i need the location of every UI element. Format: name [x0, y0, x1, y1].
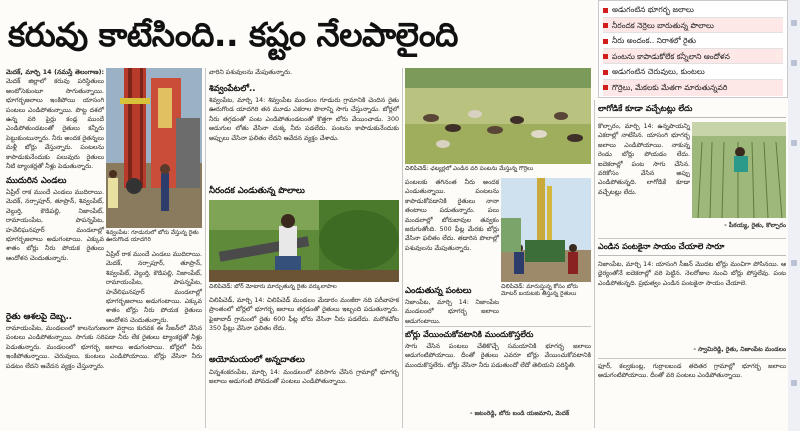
article-body: ఏప్రిల్‌ రాక ముందే ఎండలు ముదిరాయి. మెదక్‌, నర్సాపూర్‌, తూప్రాన్‌, శివ్వంపేట్‌, వెల్దుర్తి, కౌడిపల్లి, నిజాంపేట్‌, రామాయంపేట, పాపన్నపేట, హవేలిఘనపూర్‌ మండలాల్లో భూగర్భజలాలు అడుగంటాయి. ఎక్కువ శాతం బోర్లు నీరు పోయక రైతులు ఆందోళన చెందుతున్నారు. [6, 189, 104, 262]
highlight-text: పంటను కాపాడుకోలేక కన్నీలాని ఆందోళన [612, 51, 730, 61]
article-intro: మెదక్‌, మార్చి 14 (నమస్తే తెలంగాణ): మెదక్‌ జిల్లాలో కరువు పరిస్థితులు అంటోసెకుంటూ సాగుతున్నాయి. భూగర్భజలాలు ఇంకిపోయి యాసంగి పంటలు ఎండిపోతున్నాయి. పొట్ట దశలో ఉన్న వరి పైర్లు కండ్ల ముందే ఎండిపోతుండటంతో రైతులు కన్నీరు పెట్టుకుంటున్నారు. నీరు అందక రైతన్నలు మళ్లీ బోర్లు వేస్తున్నారు. పంటలను కాపాడుకునేందుకు పలువురు రైతులు నీటి ట్యాంకర్లతో నీళ్లు పెడుతున్నారు. [6, 69, 104, 171]
highlight-item [603, 64, 783, 80]
subheading-loan: లాగోడికే కూడా వచ్చేటట్లు లేదు [598, 104, 786, 118]
dateline: మెదక్‌, మార్చి 14 (నమస్తే తెలంగాణ): [6, 69, 104, 76]
subheading-shivvampet: శివ్వంపేటలో.. [209, 84, 256, 94]
article-body: పంటలకు తగినంత నీరు అందక ఎండుతున్నాయి. పంటలను కాపాడుకోవడానికి రైతులు నానా తంటాలు పడుతున్నారు. పలు మండలాల్లో బోరుబావుల తవ్వకం జరుగుతోంది. 500 ఫీట్ల మేరకు బోర్లు వేసినా ఫలితం లేదు. తడారిన పొలాల్లో పశువులను మేపుతున్నారు. [405, 179, 499, 252]
article-text: వారిని పశువులను మేపుతున్నారు. [209, 69, 293, 76]
subheading-no-borewells: బోర్లు వేయించుకోవటానికి ముందుకొస్తలేరు [405, 330, 534, 339]
subheading-drying-crops: ఎండుతున్న పంటలు [405, 286, 472, 296]
byline: - పీఠయ్య, రైతు, కొల్చారం [724, 222, 786, 229]
article-body: శివ్వంపేట, మార్చి 14: శివ్వంపేట మండలం గూడురు గ్రామానికి చెందిన రైతు ఊరుగొండ యాదగిరి తన మూడు ఎకరాల పొలాన్ని సాగు చేస్తున్నాడు. బోర్లలో నీరు తగ్గడంతో పంట ఎండిపోతుండటంతో కొత్తగా బోరు వేయించాడు. 300 అడుగుల లోతు వేసినా చుక్క నీరు పడలేదు. పంటను కాపాడుకునేందుకు అప్పులు చేసినా ఫలితం లేదని ఆవేదన వ్యక్తం చేశాడు. [209, 97, 399, 142]
article-body: నిజాంపేట, మార్చి 14: నిజాంపేట మండలంలో భూగర్భ జలాలు అడుగంటాయి. [405, 299, 499, 325]
article-body: కొల్చారం, మార్చి 14: ఉన్నపాయన్ని ఎకరాల్లో నాటేసిన. యాసంగి భూగర్భ జలాలు ఎండిపోయాయి. నాకున్న రెండు బోర్లు పోయడం లేదు. ఐదెకరాల్లో పంట సాగు చేసిన. వరికోసం వేసిన అప్పు ఎండిపోతున్నది. లాగోడికే కూడా వచ్చేటట్లు లేదు. [598, 123, 690, 196]
bullet-icon [603, 70, 608, 75]
byline: - స్వామిరెడ్డి, రైతు, నిజాంపేట మండలం [693, 346, 786, 353]
photo-farmer-motor [209, 200, 399, 282]
article-body: రామాయంపేట, మండలంలో కాలనుగుణంగా వర్షాలు కురవక ఈ సీజన్‌లో వేసిన పంటలు ఎండిపోతున్నాయి. సాగుకు సరిపడా నీరు లేక రైతులు ట్యాంకర్లతో నీళ్లు పెడుతున్నారు. మండలంలో భూగర్భ జలాలు అడుగంటాయి. బోర్లలో నీరు ఇంకిపోతున్నాయి. చెరువులు, కుంటలు ఎండిపోయాయి. బోర్లు వేసినా నీరు పడటం లేదని ఆవేదన వ్యక్తం చేస్తున్నారు. [6, 325, 202, 370]
page-edge-strip [788, 0, 800, 431]
subheading-compensation: ఎండిన పంటకైనా సాయం చేయాలె సారూ [598, 242, 786, 256]
photo-caption: చిలిపిచెడ్‌: మారుస్తున్న కోసం బోరు మోటర్‌ బయటకు తీస్తున్న రైతులు [501, 284, 578, 298]
subheading-confusion: అయోమయంలో అన్నదాతలు [209, 355, 305, 365]
article-body: నిజాంపేట, మార్చి 14: యాసంగి సీజన్‌ మొదట బోర్లు మంచిగా పోసినయి. ఆ ధైర్యంతోనే ఐదెకరాల్లో వరి పెట్టిన. నెలరోజుల నుంచి బోర్లు పోస్తలేవు. పంట ఎండిపోతున్నది. ప్రభుత్వం ఎండిన పంటకైనా సాయం చేయాలె. [598, 261, 786, 287]
page-headline: కరువు కాటేసింది.. కష్టం నేలపాలైంది [8, 15, 458, 54]
highlights-box [598, 0, 788, 98]
highlight-item [603, 49, 783, 65]
highlight-text: అడుగంటిన చెరువులు, కుంటలు [612, 67, 705, 77]
subheading-farmer-hopes: రైతు ఆశలపై దెబ్బ.. [6, 312, 73, 322]
highlight-text: నీరు అందంక.. నిరాశలో రైతు [612, 36, 696, 46]
highlight-text: గొర్రెలు, మేకలకు మేతగా మారుతున్నవరి [612, 82, 728, 92]
photo-borewell-machine [501, 178, 591, 282]
photo-caption: చిలిపిచెడ్‌: ఛట్యర్లలో ఎండిన వరి పంటను మేస్తున్న గొర్రెలు [405, 166, 534, 172]
article-body: సాగు చేసిన పంటలు చేతికొచ్చే సమయానికి భూగర్భ జలాలు అడుగంటిపోయాయి. దీంతో రైతులు ఎవరూ బోర్లు వేయించుకోవటానికి ముందుకొస్తలేరు. బోర్లు వేసినా నీరు పడుతుందో లేదో తెలియని పరిస్థితి. [405, 343, 591, 369]
highlight-item [603, 18, 783, 34]
article-body: చిన్నశంకరంపేట, మార్చి 14: మండలంలో వరిసాగు చేసిన గ్రామాల్లో భూగర్భ జలాలు అడుగంటి పోవడంతో పంటలు ఎండిపోతున్నాయి. [209, 369, 399, 386]
photo-caption: చిలిపిచెడ్‌: బోర్‌ మోటారు మార్చుతున్న రైతు వర్కులాపాల [209, 284, 337, 290]
photo-farmer-field [692, 122, 786, 218]
bullet-icon [603, 85, 608, 90]
subheading-heat: ముదురిన ఎండలు [6, 176, 67, 186]
subheading-dry-fields: నీరందక ఎండుతున్న పొలాలు [209, 186, 305, 196]
bullet-icon [603, 54, 608, 59]
highlight-text: నీరందక నెర్రెలు బారుతున్న పొలాలు [612, 20, 714, 30]
bullet-icon [603, 23, 608, 28]
article-body: చిలిపిచెడ్‌, మార్చి 14: చిలిపిచెడ్‌ మండలం మేడారం మంజీరా నది పరీవాహక ప్రాంతంలో బోర్లలో భూగర్భ జలాలు తగ్గడంతో రైతులు ఇబ్బంది పడుతున్నారు. ఫైజాబాద్‌ గ్రామంలో రైతు 600 ఫీట్ల బోరు వేసినా నీరు పడలేదు. మరొకచోట 350 ఫీట్లు వేసినా ఫలితం లేదు. [209, 297, 399, 333]
highlight-item [603, 33, 783, 49]
bullet-icon [603, 8, 608, 13]
highlight-item [603, 80, 783, 96]
bullet-icon [603, 39, 608, 44]
byline: - జటంరెడ్డి, బోరు బండి యజమాని, మెదక్‌ [470, 410, 570, 417]
highlight-text: అడుగంటిన భూగర్భ జలాలు [612, 5, 694, 14]
article-body-cont: ఏప్రిల్‌ రాక ముందే ఎండలు ముదిరాయి. మెదక్‌, నర్సాపూర్‌, తూప్రాన్‌, శివ్వంపేట్‌, వెల్దుర్తి, కౌడిపల్లి, నిజాంపేట్‌, రామాయంపేట, పాపన్నపేట, హవేలిఘనపూర్‌ మండలాల్లో భూగర్భజలాలు అడుగంటాయి. ఎక్కువ శాతం బోర్లు నీరు పోయక రైతులు ఆందోళన చెందుతున్నారు. [106, 251, 202, 324]
photo-caption: శివ్వంపేట: గూడురులో బోరు వేస్తున్న రైతు ఊరుగొండ యాదగిరి [106, 230, 199, 244]
photo-borewell-rig [106, 68, 202, 228]
photo-sheep-grazing [405, 68, 591, 164]
article-body: ఫూర్‌, కల్వకుంట్ల, గుర్రాలబండ తదితర గ్రామాల్లో భూగర్భ జలాలు అడుగంటిపోయాయి. దీంతో వరి పంటలు ఎండిపోతున్నాయి. [598, 363, 786, 380]
highlight-item [603, 2, 783, 18]
